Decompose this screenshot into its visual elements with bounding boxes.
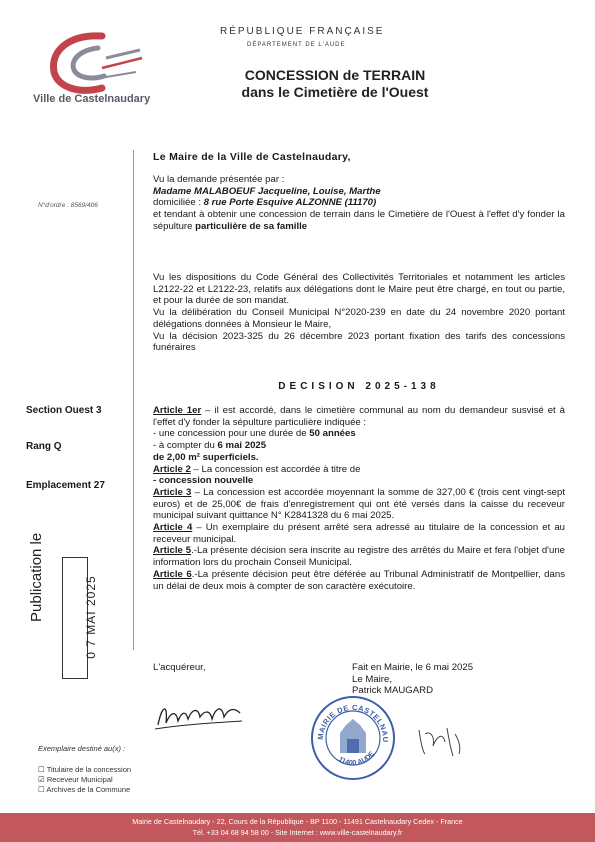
acquereur-signature <box>150 695 250 735</box>
article-2 <box>153 464 565 476</box>
duration-value: 50 années <box>309 428 356 440</box>
rang-label: Rang Q <box>26 441 62 452</box>
maire-name: Patrick MAUGARD <box>352 685 434 697</box>
considerations-block <box>153 272 565 354</box>
consideration-tarifs: Vu la décision 2023-325 du 26 décembre 2023 portant fixation des tarifs des concessions funéraires <box>153 330 565 354</box>
purpose-bold: particulière de sa famille <box>195 220 308 232</box>
distribution-label: Receveur Municipal <box>46 775 113 784</box>
signature-block <box>352 662 473 697</box>
article-4-label: Article 4 <box>153 522 193 534</box>
article-5-text: .-La présente décision sera inscrite au registre des arrêtés du Maire et fera l'objet d'une information lors du prochain Conseil Municipal. <box>153 545 565 569</box>
article-1-label: Article 1er <box>153 405 202 416</box>
publication-label: Publication le <box>28 532 45 622</box>
seal-text: MAIRIE DE CASTELNAU <box>315 702 391 743</box>
article-6-text: .-La présente décision peut être déférée au Tribunal Administratif de Montpellier, dans un délai de deux mois à compter de son caractère exécutoire. <box>153 568 565 592</box>
start-value: 6 mai 2025 <box>217 440 267 452</box>
vu-demande: Vu la demande présentée par : <box>153 174 285 185</box>
article-3 <box>153 487 565 522</box>
official-seal <box>310 695 396 781</box>
emplacement-label: Emplacement 27 <box>26 480 105 491</box>
article-1-text: – il est accordé, dans le cimetière communal au nom du demandeur susvisé et à l'effet d'y fonder la sépulture particulière indiquée : <box>153 405 565 428</box>
consideration-deliberation: Vu la délibération du Conseil Municipal N°2020-239 en date du 24 novembre 2020 portant délégations données à Monsieur le Maire, <box>153 307 565 330</box>
distribution-item <box>38 775 113 784</box>
logo-text: Ville de Castelnaudary <box>33 93 151 105</box>
fait-en-mairie: Fait en Mairie, le 6 mai 2025 <box>352 662 474 673</box>
domicile-address: 8 rue Porte Esquive ALZONNE (11170) <box>203 197 377 209</box>
distribution-label: Archives de la Commune <box>46 785 131 794</box>
checked-checkbox-icon: ☑ <box>38 775 45 784</box>
footer-contact: Tél. +33 04 68 94 58 00 - Site Internet : www.ville-castelnaudary.fr <box>192 828 403 837</box>
article-5 <box>153 545 565 568</box>
footer-address: Mairie de Castelnaudary - 22, Cours de la République - BP 1100 - 11491 Castelnaudary Cedex - France <box>132 817 463 826</box>
document-subtitle: dans le Cimetière de l'Ouest <box>241 84 429 100</box>
checkbox-icon: ☐ <box>38 785 45 794</box>
publication-date: 0 7 MAI 2025 <box>84 575 98 659</box>
republic-heading: RÉPUBLIQUE FRANÇAISE <box>220 26 385 37</box>
consideration-cgct: Vu les dispositions du Code Général des Collectivités Territoriales et notamment les articles L2122-22 et L2122-23, relatifs aux délégations dont le Maire peut être chargé, en tout ou partie, et pour la durée de son mandat. <box>153 272 565 307</box>
distribution-label: Titulaire de la concession <box>46 765 132 774</box>
duration-prefix: - une concession pour une durée de <box>153 428 310 440</box>
applicant-name: Madame MALABOEUF Jacqueline, Louise, Marthe <box>153 185 381 197</box>
article-2-item <box>153 475 565 487</box>
start-prefix: - à compter du <box>153 440 218 452</box>
checkbox-icon: ☐ <box>38 765 45 774</box>
le-maire-label: Le Maire, <box>352 673 392 685</box>
seal-graphic <box>310 695 396 781</box>
distribution-item <box>38 765 131 774</box>
maire-signature <box>415 720 465 760</box>
area-value: de 2,00 m² superficiels. <box>153 451 259 463</box>
article-2-text: – La concession est accordée à titre de <box>190 463 361 475</box>
intro-block <box>153 174 565 233</box>
maire-heading: Le Maire de la Ville de Castelnaudary, <box>153 151 351 163</box>
distribution-title: Exemplaire destiné au(x) : <box>38 744 126 753</box>
distribution-item <box>38 785 130 794</box>
article-1-item-area <box>153 452 565 464</box>
domicile-line <box>153 197 565 209</box>
acquereur-label: L'acquéreur, <box>153 662 206 673</box>
article-6-label: Article 6 <box>153 568 192 580</box>
article-2-label: Article 2 <box>153 463 191 475</box>
article-3-label: Article 3 <box>153 486 192 498</box>
domicile-label: domiciliée : <box>153 197 204 209</box>
concession-type: - concession nouvelle <box>153 475 254 487</box>
order-reference: N°d'ordre : 8569/406 <box>38 202 98 209</box>
articles-block <box>153 405 565 592</box>
margin-divider <box>133 150 134 650</box>
article-6 <box>153 569 565 592</box>
article-3-text: – La concession est accordée moyennant la somme de 327,00 € (trois cent vingt-sept euros) et de 25,00€ de frais d'enregistrement qui ont été versés dans la caisse du receveur municipal suivant quittance N° K2841328 du 6 mai 2025. <box>153 486 565 522</box>
document-title: CONCESSION de TERRAIN <box>244 67 426 83</box>
department-heading: DÉPARTEMENT DE L'AUDE <box>247 42 346 48</box>
seal-code: 11400 AUDE <box>337 750 376 767</box>
purpose-text <box>153 209 565 232</box>
article-5-label: Article 5 <box>153 545 192 557</box>
decision-title: DECISION 2025-138 <box>278 381 440 392</box>
purpose-start: et tendant à obtenir une concession de terrain dans le Cimetière de l'Ouest à l'effet d'y fonder la sépulture <box>153 209 565 232</box>
article-1 <box>153 405 565 428</box>
section-label: Section Ouest 3 <box>26 405 102 416</box>
publication-stamp <box>28 532 98 682</box>
article-1-item-duration <box>153 428 565 440</box>
article-1-item-start <box>153 440 565 452</box>
article-4-text: – Un exemplaire du présent arrêté sera adressé au titulaire de la concession et au receveur municipal. <box>153 522 565 545</box>
article-4 <box>153 522 565 545</box>
